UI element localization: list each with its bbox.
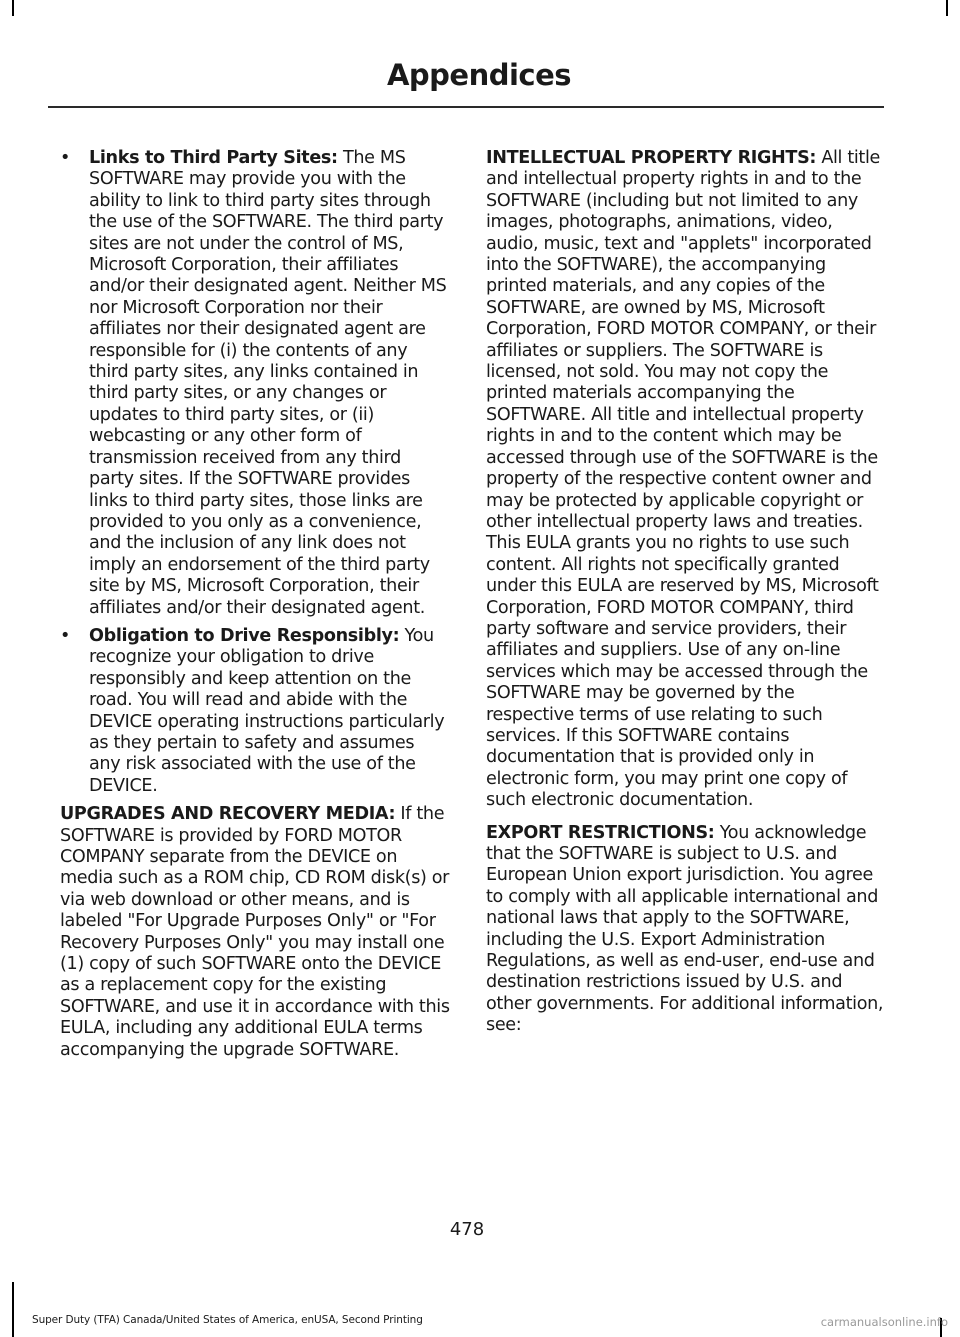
section-upgrades-recovery-media — [60, 804, 450, 1061]
section-heading: INTELLECTUAL PROPERTY RIGHTS: — [486, 148, 817, 168]
watermark: carmanualsonline.info — [820, 1315, 948, 1329]
section-heading: UPGRADES AND RECOVERY MEDIA: — [60, 804, 396, 825]
crop-mark-top-right — [946, 0, 948, 16]
section-text: All title and intellectual property rights in and to the SOFTWARE (including but not limited to any images, photographs, animations, video, audio, music, text and "applets" incorporated into the SOFTWARE), the accompanying printed materials, and any copies of the SOFTWARE, are owned by MS, Microsoft Corporation, FORD MOTOR COMPANY, or their affiliates or suppliers. The SOFTWARE is licensed, not sold. You may not copy the printed materials accompanying the SOFTWARE. All title and intellectual property rights in and to the content which may be accessed through use of the SOFTWARE is the property of the respective content owner and may be protected by applicable copyright or other intellectual property laws and treaties. This EULA grants you no rights to use such content. All rights not specifically granted under this EULA are reserved by MS, Microsoft Corporation, FORD MOTOR COMPANY, third party software and service providers, their affiliates and suppliers. Use of any on-line services which may be accessed through the SOFTWARE may be governed by the respective terms of use relating to such services. If this SOFTWARE contains documentation that is provided only in electronic form, you may print one copy of such electronic documentation. — [486, 148, 880, 811]
section-heading: EXPORT RESTRICTIONS: — [486, 822, 715, 843]
list-item-third-party-sites — [60, 148, 450, 619]
crop-mark-bottom-left — [12, 1282, 14, 1337]
bullet-icon: • — [60, 625, 71, 646]
bullet-icon: • — [60, 148, 71, 168]
right-column — [486, 148, 884, 1048]
section-text: If the SOFTWARE is provided by FORD MOTOR COMPANY separate from the DEVICE on media such as a ROM chip, CD ROM disk(s) or via web download or other means, and is labeled "For Upgrade Purposes Only" or "For Recovery Purposes Only" you may install one (1) copy of such SOFTWARE onto the DEVICE as a replacement copy for the existing SOFTWARE, and use it in accordance with this EULA, including any additional EULA terms accompanying the upgrade SOFTWARE. — [60, 804, 450, 1060]
list-item-drive-responsibly — [60, 626, 450, 797]
header-divider — [48, 106, 884, 108]
section-intellectual-property — [486, 148, 884, 812]
list-item-text: The MS SOFTWARE may provide you with the ability to link to third party sites through the use of the SOFTWARE. The third party sites are not under the control of MS, Microsoft Corporation, their affiliates and/or their designated agent. Neither MS nor Microsoft Corporation nor their affiliates nor their designated agent are responsible for (i) the contents of any third party sites, any links contained in third party sites, or any changes or updates to third party sites, or (ii) webcasting or any other form of transmission received from any third party sites. If the SOFTWARE provides links to third party sites, those links are provided to you only as a convenience, and the inclusion of any link does not imply an endorsement of the third party site by MS, Microsoft Corporation, their affiliates and/or their designated agent. — [89, 148, 447, 618]
section-export-restrictions — [486, 823, 884, 1037]
section-text: You acknowledge that the SOFTWARE is subject to U.S. and European Union export jurisdiction. You agree to comply with all applicable international and national laws that apply to the SOFTWARE, including the U.S. Export Administration Regulations, as well as end-user, end-use and destination restrictions issued by U.S. and other governments. For additional information, see: — [486, 822, 884, 1036]
list-item-heading: Obligation to Drive Responsibly: — [89, 625, 400, 646]
page-number: 478 — [449, 1219, 485, 1240]
edition-footer: Super Duty (TFA) Canada/United States of America, enUSA, Second Printing — [32, 1314, 423, 1326]
page-title: Appendices — [386, 58, 572, 92]
list-item-heading: Links to Third Party Sites: — [89, 148, 338, 168]
left-column — [60, 148, 450, 1072]
crop-mark-top-left — [12, 0, 14, 16]
list-item-text: You recognize your obligation to drive responsibly and keep attention on the road. You will read and abide with the DEVICE operating instructions particularly as they pertain to safety and assumes any risk associated with the use of the DEVICE. — [89, 625, 445, 796]
